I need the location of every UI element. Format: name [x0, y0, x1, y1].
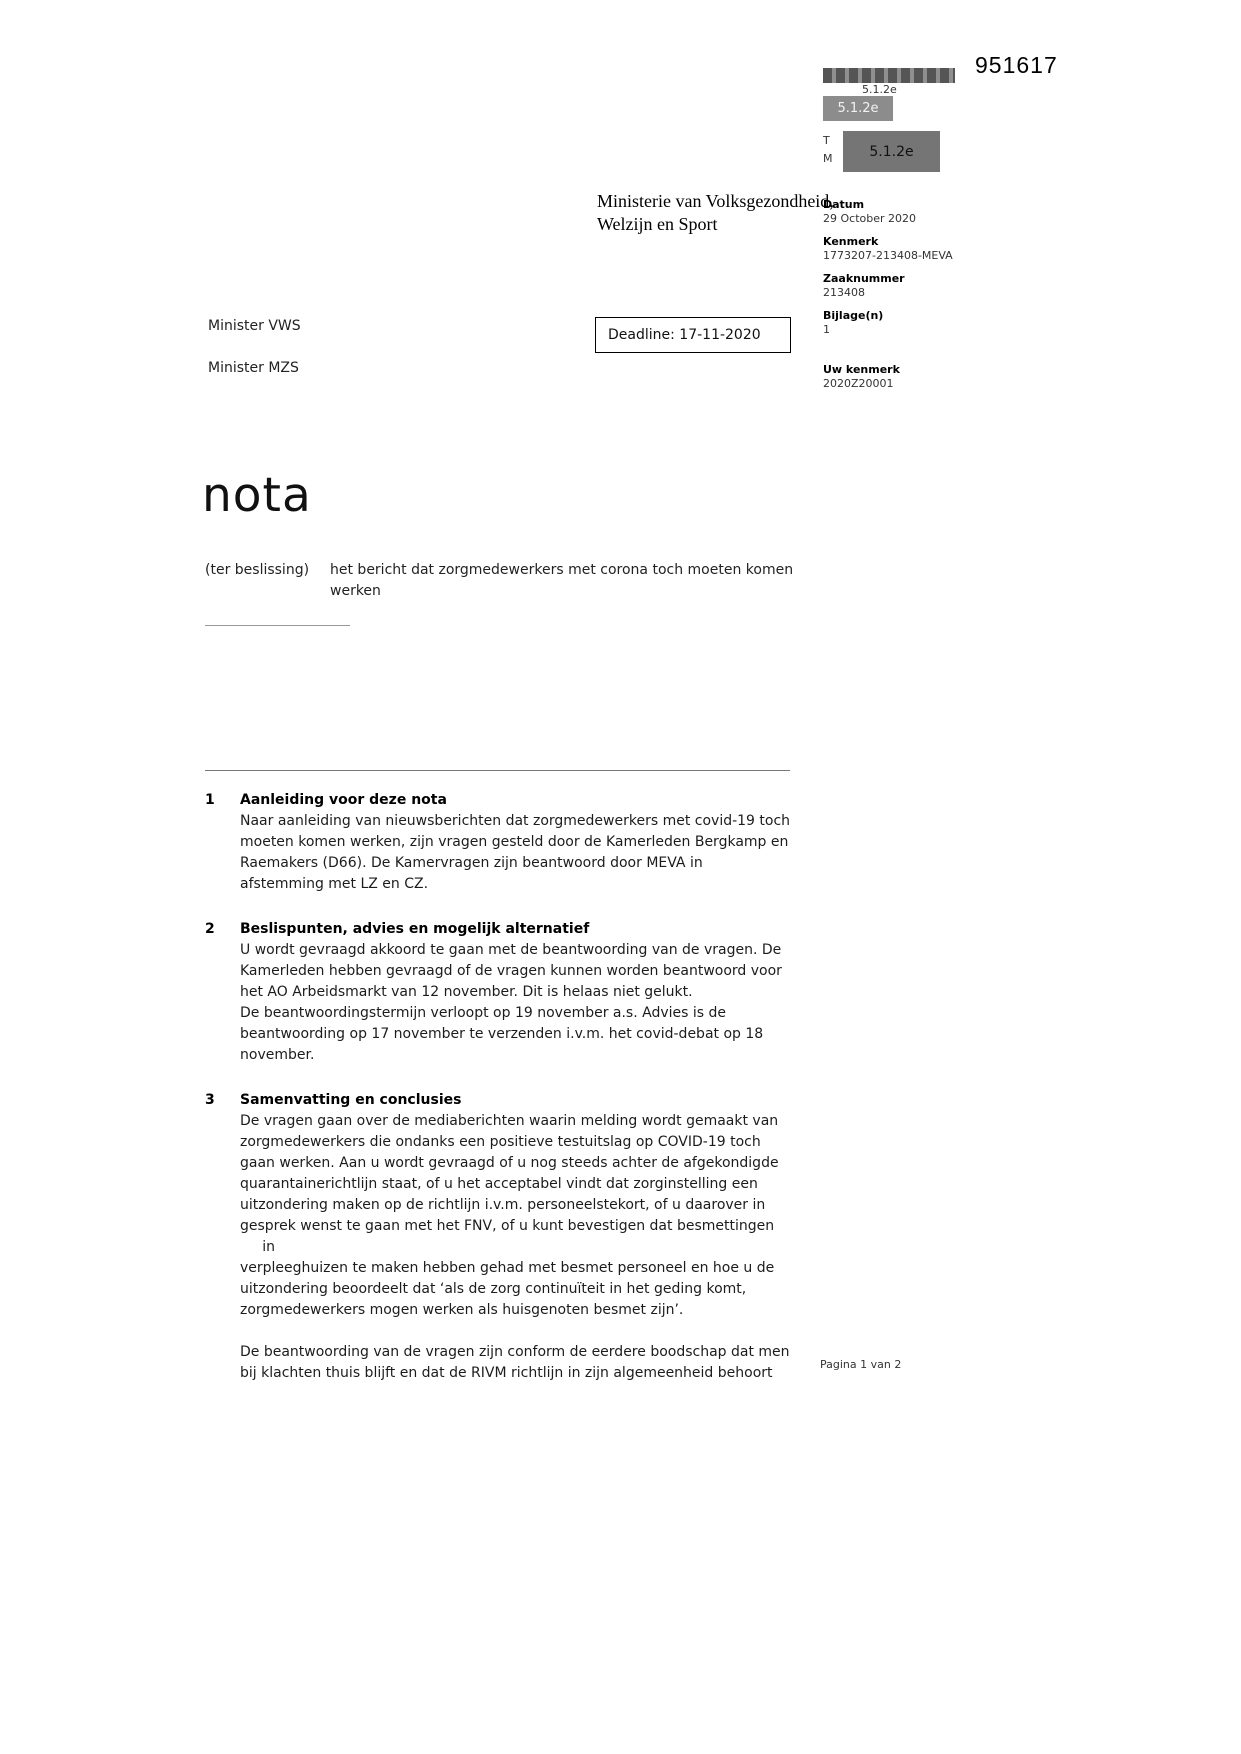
metadata-list: [823, 198, 993, 400]
section-number: 3: [205, 1092, 215, 1108]
recipient: Minister MZS: [208, 360, 299, 376]
ministry-line2: Welzijn en Sport: [597, 214, 718, 234]
ministry-line1: Ministerie van Volksgezondheid,: [597, 191, 834, 211]
deadline-text: Deadline: 17-11-2020: [608, 327, 761, 343]
decision-label: (ter beslissing): [205, 562, 310, 578]
redaction-code-label: 5.1.2e: [862, 83, 897, 96]
recipients-list: [208, 318, 301, 402]
body-line: Kamerleden hebben gevraagd of de vragen kunnen worden beantwoord voor: [240, 963, 782, 979]
page-indicator: Pagina 1 van 2: [820, 1358, 902, 1371]
page-title: nota: [202, 468, 312, 523]
body-line: bij klachten thuis blijft en dat de RIVM richtlijn in zijn algemeenheid behoort: [240, 1365, 773, 1381]
redaction-box-contact: 5.1.2e: [843, 131, 940, 172]
body-line: Naar aanleiding van nieuwsberichten dat zorgmedewerkers met covid-19 toch: [240, 813, 791, 829]
metadata-label: Uw kenmerk: [823, 363, 900, 376]
body-line: uitzondering maken op de richtlijn i.v.m. personeelstekort, of u daarover in: [240, 1197, 766, 1213]
body-line: zorgmedewerkers die ondanks een positieve testuitslag op COVID-19 toch: [240, 1134, 761, 1150]
deadline-box: [595, 317, 791, 353]
body-line: het AO Arbeidsmarkt van 12 november. Dit is helaas niet gelukt.: [240, 984, 693, 1000]
section-heading: Samenvatting en conclusies: [240, 1092, 462, 1108]
decision-row: [205, 560, 805, 602]
metadata-label: Datum: [823, 198, 865, 211]
metadata-field: [823, 198, 993, 226]
body-line: moeten komen werken, zijn vragen gesteld door de Kamerleden Bergkamp en: [240, 834, 789, 850]
section-number: 2: [205, 921, 215, 937]
metadata-label: Kenmerk: [823, 235, 879, 248]
body-line: U wordt gevraagd akkoord te gaan met de beantwoording van de vragen. De: [240, 942, 782, 958]
redaction-box-author: 5.1.2e: [823, 96, 893, 121]
sections: [205, 790, 825, 1408]
body-line: gesprek wenst te gaan met het FNV, of u kunt bevestigen dat besmettingen: [240, 1218, 775, 1234]
redaction-field-t-label: T: [823, 134, 830, 147]
redaction-field-m-label: M: [823, 152, 833, 165]
metadata-value: 213408: [823, 286, 865, 299]
body-line: De vragen gaan over de mediaberichten waarin melding wordt gemaakt van: [240, 1113, 779, 1129]
metadata-label: Zaaknummer: [823, 272, 905, 285]
metadata-value: 1773207-213408-MEVA: [823, 249, 953, 262]
body-line: afstemming met LZ en CZ.: [240, 876, 429, 892]
body-line: zorgmedewerkers mogen werken als huisgenoten besmet zijn’.: [240, 1302, 684, 1318]
body-line: november.: [240, 1047, 315, 1063]
metadata-field: [823, 235, 993, 263]
divider-long: [205, 770, 790, 771]
section: [205, 790, 825, 895]
metadata-field: [823, 309, 993, 337]
recipient: Minister VWS: [208, 318, 301, 334]
section-paragraph: [240, 1342, 825, 1384]
body-line: beantwoording op 17 november te verzenden i.v.m. het covid-debat op 18: [240, 1026, 764, 1042]
decision-subject: het bericht dat zorgmedewerkers met corona toch moeten komen werken: [330, 562, 794, 599]
body-line: Raemakers (D66). De Kamervragen zijn beantwoord door MEVA in: [240, 855, 703, 871]
section-paragraph: [240, 811, 825, 895]
section: [205, 919, 825, 1066]
body-line: quarantainerichtlijn staat, of u het acceptabel vindt dat zorginstelling een: [240, 1176, 758, 1192]
metadata-field: [823, 272, 993, 300]
metadata-value: 1: [823, 323, 830, 336]
section-body: [240, 919, 825, 1066]
section-number: 1: [205, 792, 215, 808]
section-paragraph: [240, 940, 825, 1066]
body-line: in: [240, 1239, 276, 1255]
body-line: gaan werken. Aan u wordt gevraagd of u nog steeds achter de afgekondigde: [240, 1155, 779, 1171]
document-number: 951617: [975, 52, 1058, 78]
redaction-strip: [823, 68, 955, 83]
metadata-value: 2020Z20001: [823, 377, 894, 390]
body-line: verpleeghuizen te maken hebben gehad met besmet personeel en hoe u de: [240, 1260, 775, 1276]
section-body: [240, 790, 825, 895]
section-paragraph: [240, 1111, 825, 1321]
section-body: [240, 1090, 825, 1384]
body-line: uitzondering beoordeelt dat ‘als de zorg continuïteit in het geding komt,: [240, 1281, 747, 1297]
section-heading: Aanleiding voor deze nota: [240, 792, 447, 808]
body-line: De beantwoordingstermijn verloopt op 19 november a.s. Advies is de: [240, 1005, 727, 1021]
metadata-label: Bijlage(n): [823, 309, 884, 322]
metadata-value: 29 October 2020: [823, 212, 917, 225]
body-line: De beantwoording van de vragen zijn conform de eerdere boodschap dat men: [240, 1344, 790, 1360]
metadata-field: [823, 363, 993, 391]
divider-short: [205, 625, 350, 626]
ministry-wordmark: [597, 190, 857, 236]
section-heading: Beslispunten, advies en mogelijk alternatief: [240, 921, 590, 937]
section: [205, 1090, 825, 1384]
